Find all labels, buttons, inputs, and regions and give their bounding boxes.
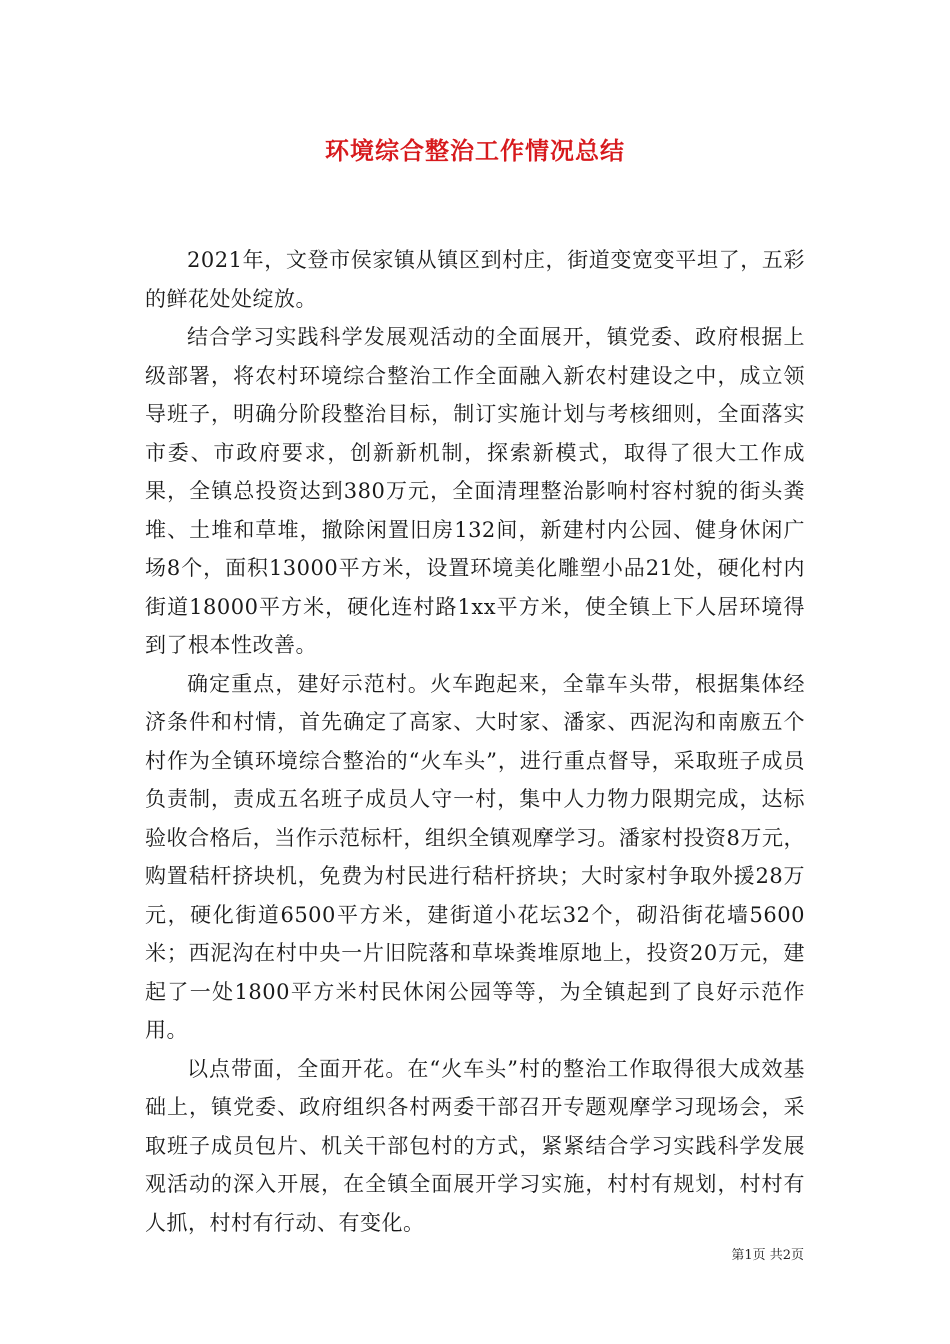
paragraph-overview: 结合学习实践科学发展观活动的全面展开，镇党委、政府根据上级部署，将农村环境综合整治工作全面融入新农村建设之中，成立领导班子，明确分阶段整治目标，制订实施计划与考核细则，全面落实市委、市政府要求，创新新机制，探索新模式，取得了很大工作成果，全镇总投资达到380万元，全面清理整治影响村容村貌的街头粪堆、土堆和草堆，撤除闲置旧房132间，新建村内公园、健身休闲广场8个，面积13000平方米，设置环境美化雕塑小品21处，硬化村内街道18000平方米，硬化连村路1xx平方米，使全镇上下人居环境得到了根本性改善。 bbox=[145, 325, 805, 657]
document-title: 环境综合整治工作情况总结 bbox=[325, 136, 625, 165]
paragraph-demo-villages: 确定重点，建好示范村。火车跑起来，全靠车头带，根据集体经济条件和村情，首先确定了高家、大时家、潘家、西泥沟和南廒五个村作为全镇环境综合整治的“火车头”，进行重点督导，采取班子成员负责制，责成五名班子成员人守一村，集中人力物力限期完成，达标验收合格后，当作示范标杆，组织全镇观摩学习。潘家村投资8万元，购置秸杆挤块机，免费为村民进行秸杆挤块；大时家村争取外援28万元，硬化街道6500平方米，建街道小花坛32个，砌沿街花墙5600米；西泥沟在村中央一片旧院落和草垛粪堆原地上，投资20万元，建起了一处1800平方米村民休闲公园等等，为全镇起到了良好示范作用。 bbox=[145, 671, 805, 1042]
document-body bbox=[145, 241, 805, 1242]
paragraph-expansion: 以点带面，全面开花。在“火车头”村的整治工作取得很大成效基础上，镇党委、政府组织各村两委干部召开专题观摩学习现场会，采取班子成员包片、机关干部包村的方式，紧紧结合学习实践科学发展观活动的深入开展，在全镇全面展开学习实施，村村有规划，村村有人抓，村村有行动、有变化。 bbox=[145, 1056, 805, 1235]
paragraph-intro: 2021年，文登市侯家镇从镇区到村庄，街道变宽变平坦了，五彩的鲜花处处绽放。 bbox=[145, 248, 805, 311]
page-number-footer: 第1页 共2页 bbox=[731, 1248, 804, 1263]
